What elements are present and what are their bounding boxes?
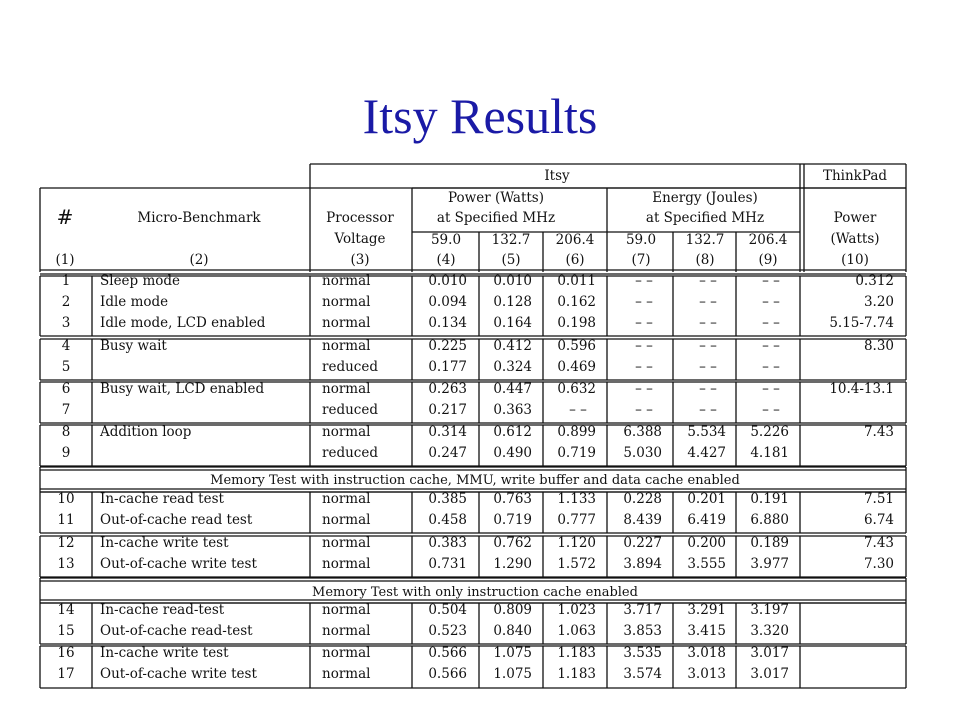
row-value: 1.183 [557, 666, 596, 682]
frequency-label: 59.0 [430, 232, 462, 248]
row-number: 12 [57, 535, 75, 551]
row-number: 1 [61, 273, 71, 289]
row-value: 0.809 [493, 602, 532, 618]
header-power-line1: Power (Watts) [447, 190, 545, 206]
row-value: – – [762, 315, 780, 331]
row-thinkpad-power: 5.15-7.74 [829, 315, 894, 331]
row-number: 16 [57, 645, 75, 661]
header-tp-line1: Power [833, 210, 877, 226]
row-value: 6.388 [623, 424, 662, 440]
row-value: 0.263 [428, 381, 467, 397]
row-value: 1.572 [557, 556, 596, 572]
table-row [57, 491, 894, 507]
row-value: – – [699, 338, 717, 354]
row-value: 0.504 [428, 602, 467, 618]
row-value: – – [635, 402, 653, 418]
row-value: – – [762, 294, 780, 310]
row-benchmark: Out-of-cache write test [100, 666, 257, 682]
row-value: 0.566 [428, 645, 467, 661]
row-voltage: reduced [322, 445, 378, 461]
table-row [62, 445, 789, 461]
row-voltage: reduced [322, 359, 378, 375]
row-value: 5.534 [687, 424, 726, 440]
header-column-indices [55, 252, 868, 268]
row-value: 0.094 [428, 294, 467, 310]
row-thinkpad-power: 7.43 [863, 424, 894, 440]
row-benchmark: Out-of-cache read-test [100, 623, 253, 639]
column-index-label: (2) [189, 252, 209, 268]
row-value: 3.197 [750, 602, 789, 618]
row-value: 0.566 [428, 666, 467, 682]
row-voltage: normal [322, 535, 371, 551]
table-row [62, 294, 894, 310]
frequency-label: 206.4 [555, 232, 595, 248]
row-voltage: normal [322, 602, 371, 618]
row-value: 3.555 [687, 556, 726, 572]
header-processor-line2: Voltage [334, 231, 386, 247]
header-processor-line1: Processor [326, 210, 394, 226]
row-number: 13 [57, 556, 75, 572]
row-value: 0.134 [428, 315, 467, 331]
row-value: 0.010 [428, 273, 467, 289]
row-number: 10 [57, 491, 75, 507]
row-benchmark: In-cache write test [100, 535, 229, 551]
row-number: 15 [57, 623, 75, 639]
row-value: 0.363 [493, 402, 532, 418]
row-value: – – [699, 402, 717, 418]
row-benchmark: In-cache read test [100, 491, 224, 507]
table-row [57, 666, 789, 682]
row-number: 11 [57, 512, 75, 528]
row-value: 0.840 [493, 623, 532, 639]
table-row [57, 512, 894, 528]
section-title-icache-only: Memory Test with only instruction cache enabled [312, 585, 638, 600]
table-row [57, 645, 789, 661]
row-value: 0.200 [687, 535, 726, 551]
row-value: 3.291 [687, 602, 726, 618]
column-index-label: (7) [631, 252, 651, 268]
table-row [62, 381, 894, 397]
row-value: – – [635, 338, 653, 354]
row-benchmark: Sleep mode [100, 273, 181, 289]
row-number: 6 [61, 381, 71, 397]
row-value: 3.017 [750, 666, 789, 682]
row-value: 3.535 [623, 645, 662, 661]
header-frequencies [431, 232, 787, 248]
row-value: 0.612 [493, 424, 532, 440]
row-value: – – [635, 273, 653, 289]
row-value: 1.183 [557, 645, 596, 661]
row-value: 3.320 [750, 623, 789, 639]
row-value: 0.177 [428, 359, 467, 375]
row-value: – – [635, 294, 653, 310]
row-number: 8 [61, 424, 71, 440]
row-value: 0.719 [557, 445, 596, 461]
row-value: – – [699, 315, 717, 331]
row-value: 0.383 [428, 535, 467, 551]
row-value: 0.217 [428, 402, 467, 418]
row-value: 0.189 [750, 535, 789, 551]
row-value: 0.128 [493, 294, 532, 310]
row-value: 3.574 [623, 666, 662, 682]
table-row [57, 556, 894, 572]
row-benchmark: Addition loop [100, 424, 192, 440]
row-value: 0.632 [557, 381, 596, 397]
row-value: 0.011 [557, 273, 596, 289]
row-value: 0.412 [493, 338, 532, 354]
column-index-label: (4) [436, 252, 456, 268]
row-thinkpad-power: 10.4-13.1 [829, 381, 894, 397]
row-value: 0.469 [557, 359, 596, 375]
row-value: 0.164 [493, 315, 532, 331]
frequency-label: 132.7 [491, 232, 531, 248]
row-thinkpad-power: 8.30 [863, 338, 894, 354]
row-number: 4 [61, 338, 71, 354]
row-value: 1.075 [493, 666, 532, 682]
row-value: – – [762, 338, 780, 354]
header-benchmark: Micro-Benchmark [137, 210, 261, 226]
row-value: 3.017 [750, 645, 789, 661]
row-number: 5 [61, 359, 71, 375]
row-value: 4.181 [750, 445, 789, 461]
row-value: 6.419 [687, 512, 726, 528]
column-index-label: (5) [501, 252, 521, 268]
row-value: 1.133 [557, 491, 596, 507]
row-number: 17 [57, 666, 75, 682]
header-power-line2: at Specified MHz [436, 210, 556, 226]
row-benchmark: Idle mode, LCD enabled [100, 315, 266, 331]
row-value: 0.324 [493, 359, 532, 375]
row-value: – – [569, 402, 587, 418]
table-row [57, 602, 789, 618]
row-benchmark: Busy wait, LCD enabled [100, 381, 265, 397]
row-value: – – [762, 273, 780, 289]
row-value: 3.853 [623, 623, 662, 639]
column-index-label: (3) [350, 252, 370, 268]
row-voltage: normal [322, 512, 371, 528]
row-value: – – [699, 294, 717, 310]
row-benchmark: Idle mode [100, 294, 169, 310]
table-row [62, 315, 894, 331]
row-value: – – [699, 381, 717, 397]
row-benchmark: Busy wait [100, 338, 167, 354]
column-index-label: (1) [55, 252, 75, 268]
row-value: 3.013 [687, 666, 726, 682]
row-benchmark: In-cache read-test [100, 602, 225, 618]
row-number: 14 [57, 602, 75, 618]
row-value: 0.762 [493, 535, 532, 551]
row-value: 5.030 [623, 445, 662, 461]
row-thinkpad-power: 7.43 [863, 535, 894, 551]
row-number: 7 [61, 402, 71, 418]
row-value: 0.191 [750, 491, 789, 507]
row-value: 0.385 [428, 491, 467, 507]
row-voltage: normal [322, 645, 371, 661]
row-value: – – [762, 359, 780, 375]
row-value: 3.018 [687, 645, 726, 661]
row-value: 0.490 [493, 445, 532, 461]
row-value: 5.226 [750, 424, 789, 440]
row-value: 0.314 [428, 424, 467, 440]
row-value: 0.596 [557, 338, 596, 354]
row-thinkpad-power: 6.74 [863, 512, 894, 528]
row-value: 0.458 [428, 512, 467, 528]
header-tp-line2: (Watts) [830, 231, 880, 247]
header-thinkpad: ThinkPad [822, 168, 888, 184]
row-voltage: normal [322, 315, 371, 331]
row-value: 3.717 [623, 602, 662, 618]
row-value: – – [699, 273, 717, 289]
row-value: – – [635, 359, 653, 375]
column-index-label: (9) [758, 252, 778, 268]
row-voltage: normal [322, 666, 371, 682]
row-value: 0.201 [687, 491, 726, 507]
row-benchmark: Out-of-cache read test [100, 512, 253, 528]
row-value: 0.228 [623, 491, 662, 507]
row-value: 0.227 [623, 535, 662, 551]
row-value: 3.415 [687, 623, 726, 639]
row-number: 3 [61, 315, 71, 331]
row-value: 0.447 [493, 381, 532, 397]
row-value: 0.198 [557, 315, 596, 331]
row-voltage: reduced [322, 402, 378, 418]
row-value: 0.719 [493, 512, 532, 528]
row-value: 3.894 [623, 556, 662, 572]
row-thinkpad-power: 0.312 [855, 273, 894, 289]
frequency-label: 206.4 [748, 232, 788, 248]
table-row [62, 424, 894, 440]
section-title-cache-enabled: Memory Test with instruction cache, MMU, write buffer and data cache enabled [210, 473, 740, 488]
row-value: 0.247 [428, 445, 467, 461]
row-value: 1.290 [493, 556, 532, 572]
row-value: – – [762, 381, 780, 397]
row-value: 0.162 [557, 294, 596, 310]
row-value: – – [762, 402, 780, 418]
frequency-label: 59.0 [625, 232, 657, 248]
column-index-label: (8) [695, 252, 715, 268]
row-value: 0.777 [557, 512, 596, 528]
row-value: 8.439 [623, 512, 662, 528]
row-voltage: normal [322, 338, 371, 354]
slide-title: Itsy Results [362, 88, 598, 144]
table-row [57, 623, 789, 639]
row-benchmark: In-cache write test [100, 645, 229, 661]
row-thinkpad-power: 7.51 [863, 491, 894, 507]
row-value: 6.880 [750, 512, 789, 528]
row-number: 2 [61, 294, 71, 310]
row-voltage: normal [322, 381, 371, 397]
row-value: 1.120 [557, 535, 596, 551]
row-value: – – [635, 315, 653, 331]
row-value: 0.523 [428, 623, 467, 639]
row-voltage: normal [322, 623, 371, 639]
row-number: 9 [61, 445, 71, 461]
row-value: 4.427 [687, 445, 726, 461]
header-energy-line1: Energy (Joules) [652, 190, 758, 206]
row-voltage: normal [322, 273, 371, 289]
row-voltage: normal [322, 491, 371, 507]
row-value: 0.010 [493, 273, 532, 289]
row-value: 3.977 [750, 556, 789, 572]
row-voltage: normal [322, 556, 371, 572]
header-num: # [56, 205, 74, 229]
row-value: 1.023 [557, 602, 596, 618]
row-value: 0.731 [428, 556, 467, 572]
column-index-label: (10) [841, 252, 869, 268]
row-value: – – [635, 381, 653, 397]
row-value: 1.063 [557, 623, 596, 639]
row-voltage: normal [322, 294, 371, 310]
row-value: 0.225 [428, 338, 467, 354]
frequency-label: 132.7 [685, 232, 725, 248]
row-value: 1.075 [493, 645, 532, 661]
row-value: 0.763 [493, 491, 532, 507]
table-row [57, 535, 894, 551]
row-voltage: normal [322, 424, 371, 440]
row-thinkpad-power: 3.20 [863, 294, 894, 310]
table-row [62, 338, 894, 354]
header-itsy: Itsy [544, 168, 570, 184]
row-value: – – [699, 359, 717, 375]
header-energy-line2: at Specified MHz [645, 210, 765, 226]
column-index-label: (6) [565, 252, 585, 268]
row-value: 0.899 [557, 424, 596, 440]
row-thinkpad-power: 7.30 [863, 556, 894, 572]
row-benchmark: Out-of-cache write test [100, 556, 257, 572]
